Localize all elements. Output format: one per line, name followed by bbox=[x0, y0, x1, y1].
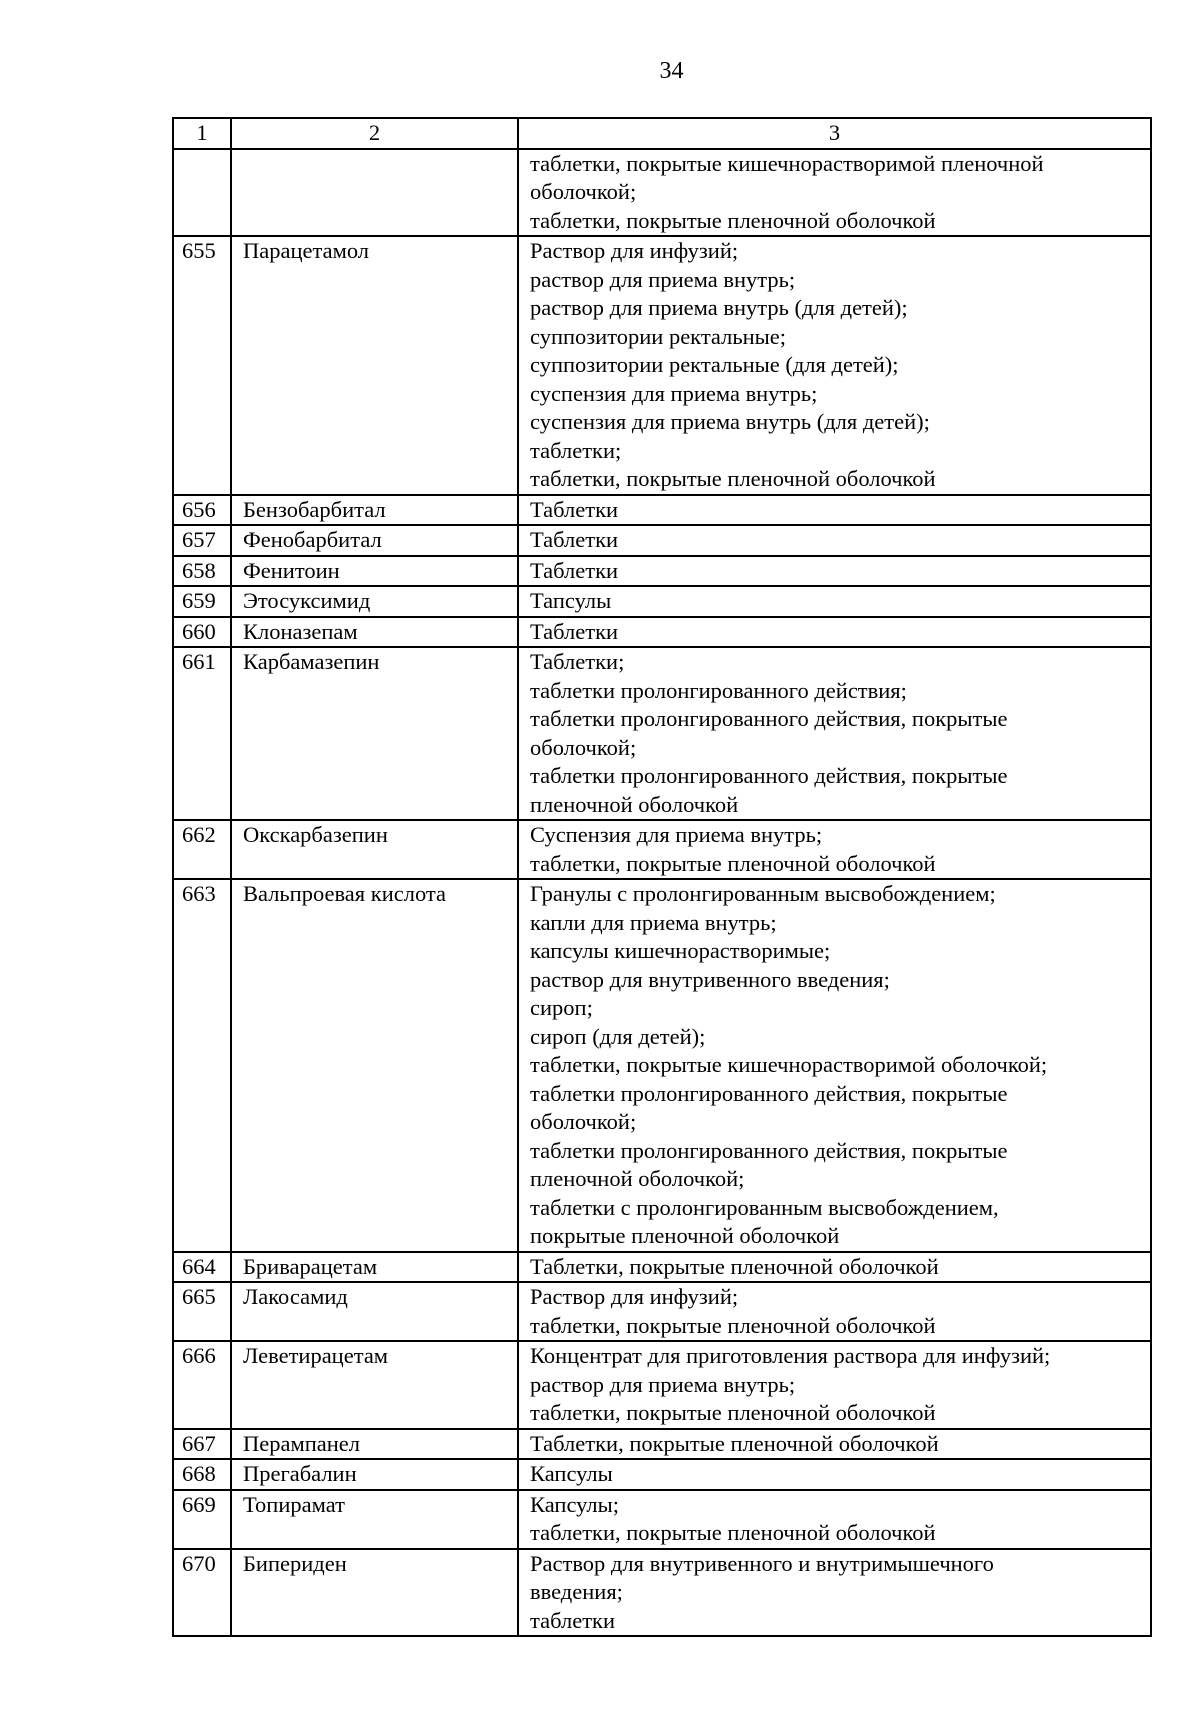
dosage-form-line: таблетки, покрытые пленочной оболочкой bbox=[530, 207, 936, 233]
dosage-form-line: Таблетки bbox=[530, 527, 619, 552]
dosage-form-line: таблетки пролонгированного действия; bbox=[530, 677, 907, 703]
dosage-form-line: таблетки, покрытые пленочной оболочкой bbox=[530, 850, 936, 876]
dosage-form-line: Таблетки; bbox=[530, 649, 625, 674]
dosage-form-line: таблетки bbox=[530, 1607, 616, 1633]
row-number: 669 bbox=[173, 1490, 231, 1549]
row-number: 666 bbox=[173, 1341, 231, 1429]
dosage-form-line: таблетки пролонгированного действия, покрытые bbox=[530, 706, 1008, 731]
row-number: 658 bbox=[173, 556, 231, 587]
dosage-form-line: таблетки пролонгированного действия, покрытые bbox=[530, 1137, 1008, 1163]
table-row bbox=[173, 495, 1151, 526]
drug-name bbox=[231, 149, 518, 237]
dosage-form-line: таблетки, покрытые пленочной оболочкой bbox=[530, 1520, 936, 1545]
drug-name: Прегабалин bbox=[231, 1459, 518, 1490]
dosage-forms bbox=[518, 879, 1151, 1252]
dosage-forms bbox=[518, 1490, 1151, 1549]
table-row bbox=[173, 556, 1151, 587]
dosage-form-line: раствор для приема внутрь; bbox=[530, 266, 796, 292]
table-row bbox=[173, 1341, 1151, 1429]
dosage-form-line: таблетки с пролонгированным высвобождением, bbox=[530, 1194, 999, 1220]
dosage-form-line: введения; bbox=[530, 1579, 623, 1604]
dosage-forms bbox=[518, 1341, 1151, 1429]
table-row bbox=[173, 1459, 1151, 1490]
column-header-number: 1 bbox=[173, 118, 231, 149]
dosage-form-line: Таблетки bbox=[530, 618, 619, 644]
dosage-form-line: сироп; bbox=[530, 995, 593, 1020]
row-number: 660 bbox=[173, 617, 231, 648]
row-number: 663 bbox=[173, 879, 231, 1252]
table-row bbox=[173, 586, 1151, 617]
drug-name: Перампанел bbox=[231, 1429, 518, 1460]
dosage-forms bbox=[518, 820, 1151, 879]
row-number: 655 bbox=[173, 236, 231, 495]
dosage-form-line: оболочкой; bbox=[530, 179, 637, 204]
dosage-form-line: пленочной оболочкой; bbox=[530, 1166, 745, 1191]
dosage-form-line: таблетки; bbox=[530, 437, 622, 463]
table-row bbox=[173, 879, 1151, 1252]
drug-name: Фенитоин bbox=[231, 556, 518, 587]
row-number: 665 bbox=[173, 1282, 231, 1341]
row-number: 667 bbox=[173, 1429, 231, 1460]
drug-name: Парацетамол bbox=[231, 236, 518, 495]
row-number: 664 bbox=[173, 1252, 231, 1283]
dosage-form-line: Гранулы с пролонгированным высвобождением; bbox=[530, 881, 996, 906]
table-row bbox=[173, 1490, 1151, 1549]
drug-name: Бипериден bbox=[231, 1549, 518, 1637]
table-row bbox=[173, 1429, 1151, 1460]
dosage-form-line: таблетки пролонгированного действия, покрытые bbox=[530, 763, 1008, 788]
dosage-form-line: раствор для приема внутрь; bbox=[530, 1371, 796, 1397]
dosage-form-line: таблетки, покрытые пленочной оболочкой bbox=[530, 466, 936, 491]
dosage-forms bbox=[518, 1252, 1151, 1283]
drug-name: Клоназепам bbox=[231, 617, 518, 648]
dosage-form-line: суспензия для приема внутрь; bbox=[530, 380, 818, 406]
drug-name: Карбамазепин bbox=[231, 647, 518, 820]
dosage-form-line: таблетки, покрытые пленочной оболочкой bbox=[530, 1400, 936, 1425]
table-row bbox=[173, 617, 1151, 648]
row-number: 657 bbox=[173, 525, 231, 556]
dosage-form-line: оболочкой; bbox=[530, 1109, 637, 1134]
table-row bbox=[173, 1282, 1151, 1341]
dosage-forms bbox=[518, 1459, 1151, 1490]
row-number: 661 bbox=[173, 647, 231, 820]
column-header-name: 2 bbox=[231, 118, 518, 149]
dosage-form-line: Раствор для внутривенного и внутримышечного bbox=[530, 1550, 994, 1576]
dosage-form-line: пленочной оболочкой bbox=[530, 791, 739, 817]
dosage-form-line: суспензия для приема внутрь (для детей); bbox=[530, 409, 930, 434]
dosage-form-line: Таблетки, покрытые пленочной оболочкой bbox=[530, 1253, 939, 1279]
dosage-form-line: Раствор для инфузий; bbox=[530, 1284, 739, 1309]
dosage-form-line: Таблетки bbox=[530, 557, 619, 583]
dosage-form-line: Капсулы; bbox=[530, 1491, 619, 1517]
dosage-forms bbox=[518, 149, 1151, 237]
dosage-form-line: таблетки, покрытые кишечнорастворимой оболочкой; bbox=[530, 1052, 1048, 1077]
dosage-form-line: Концентрат для приготовления раствора для инфузий; bbox=[530, 1343, 1051, 1368]
drug-name: Фенобарбитал bbox=[231, 525, 518, 556]
dosage-forms bbox=[518, 556, 1151, 587]
row-number: 668 bbox=[173, 1459, 231, 1490]
dosage-form-line: суппозитории ректальные (для детей); bbox=[530, 352, 899, 377]
column-header-forms: 3 bbox=[518, 118, 1151, 149]
dosage-forms bbox=[518, 617, 1151, 648]
drug-name: Окскарбазепин bbox=[231, 820, 518, 879]
dosage-form-line: таблетки, покрытые пленочной оболочкой bbox=[530, 1312, 936, 1338]
dosage-form-line: Суспензия для приема внутрь; bbox=[530, 822, 823, 847]
dosage-form-line: Таблетки, покрытые пленочной оболочкой bbox=[530, 1430, 939, 1456]
dosage-form-line: таблетки пролонгированного действия, покрытые bbox=[530, 1080, 1008, 1106]
row-number: 656 bbox=[173, 495, 231, 526]
drug-name: Леветирацетам bbox=[231, 1341, 518, 1429]
dosage-forms bbox=[518, 236, 1151, 495]
dosage-form-line: таблетки, покрытые кишечнорастворимой пленочной bbox=[530, 150, 1044, 176]
dosage-forms bbox=[518, 525, 1151, 556]
row-number: 670 bbox=[173, 1549, 231, 1637]
dosage-form-line: суппозитории ректальные; bbox=[530, 323, 786, 349]
drug-name: Вальпроевая кислота bbox=[231, 879, 518, 1252]
table-row bbox=[173, 1252, 1151, 1283]
table-row bbox=[173, 525, 1151, 556]
dosage-form-line: Тапсулы bbox=[530, 588, 612, 613]
dosage-form-line: покрытые пленочной оболочкой bbox=[530, 1223, 840, 1248]
table-row bbox=[173, 820, 1151, 879]
row-number: 659 bbox=[173, 586, 231, 617]
table-row bbox=[173, 149, 1151, 237]
table-row bbox=[173, 647, 1151, 820]
dosage-forms bbox=[518, 586, 1151, 617]
drug-name: Бензобарбитал bbox=[231, 495, 518, 526]
dosage-form-line: капсулы кишечнорастворимые; bbox=[530, 938, 831, 963]
dosage-form-line: капли для приема внутрь; bbox=[530, 909, 777, 935]
dosage-forms bbox=[518, 1429, 1151, 1460]
row-number: 662 bbox=[173, 820, 231, 879]
dosage-form-line: оболочкой; bbox=[530, 734, 637, 760]
row-number bbox=[173, 149, 231, 237]
table-row bbox=[173, 1549, 1151, 1637]
dosage-form-line: Капсулы bbox=[530, 1461, 613, 1486]
drug-name: Лакосамид bbox=[231, 1282, 518, 1341]
dosage-forms bbox=[518, 647, 1151, 820]
drug-name: Бриварацетам bbox=[231, 1252, 518, 1283]
dosage-form-line: Раствор для инфузий; bbox=[530, 238, 739, 263]
table-header-row bbox=[173, 118, 1151, 149]
page-number: 34 bbox=[659, 58, 684, 84]
dosage-forms bbox=[518, 1549, 1151, 1637]
table-row bbox=[173, 236, 1151, 495]
drug-name: Топирамат bbox=[231, 1490, 518, 1549]
dosage-form-line: Таблетки bbox=[530, 496, 619, 522]
dosage-forms bbox=[518, 1282, 1151, 1341]
dosage-form-line: сироп (для детей); bbox=[530, 1023, 706, 1049]
dosage-form-line: раствор для внутривенного введения; bbox=[530, 966, 890, 992]
dosage-forms bbox=[518, 495, 1151, 526]
dosage-form-line: раствор для приема внутрь (для детей); bbox=[530, 295, 908, 320]
medications-table bbox=[172, 117, 1152, 1637]
drug-name: Этосуксимид bbox=[231, 586, 518, 617]
